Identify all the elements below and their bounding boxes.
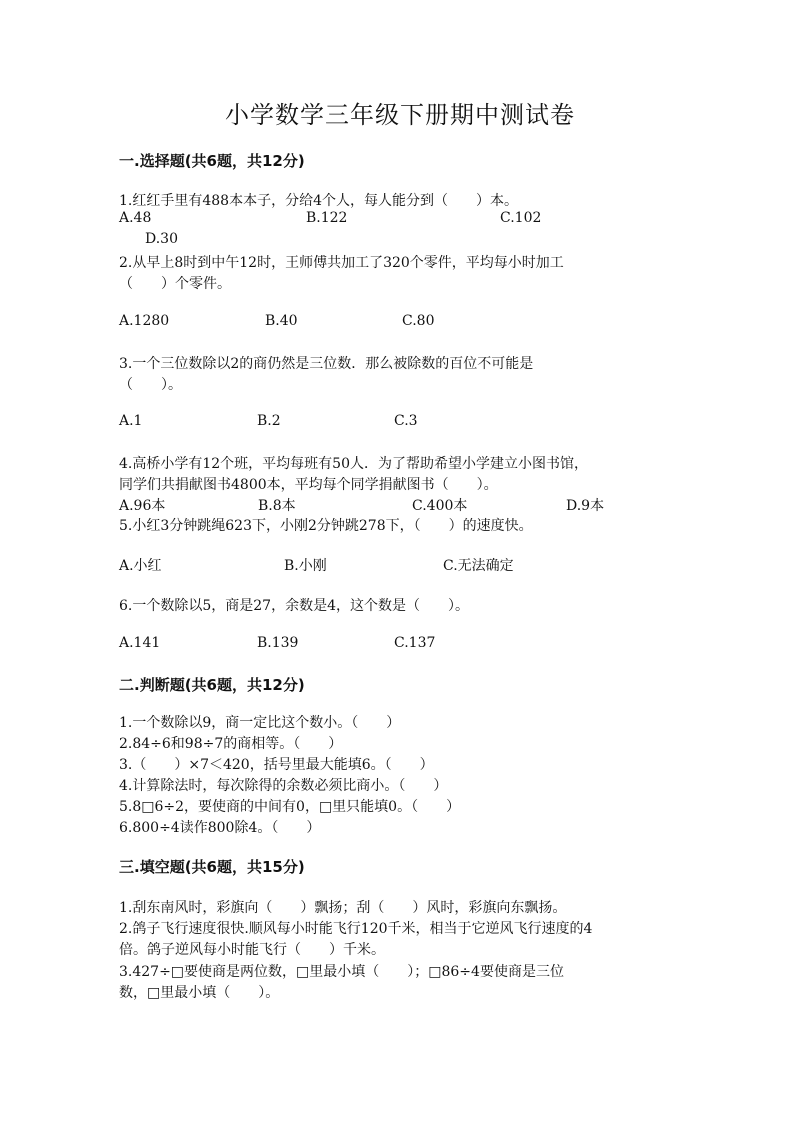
q4-option-c: C.400本: [412, 498, 468, 514]
q3-option-a: A.1: [119, 413, 143, 429]
q3-stem-line2: （ ）。: [119, 377, 182, 393]
section-heading-judgement: 二.判断题(共6题，共12分): [119, 676, 305, 694]
q4-stem-line1: 4.高桥小学有12个班，平均每班有50人．为了帮助希望小学建立小图书馆，: [119, 456, 588, 472]
q6-stem: 6.一个数除以5，商是27，余数是4，这个数是（ ）。: [119, 598, 469, 614]
judgement-item: 2.84÷6和98÷7的商相等。（ ）: [119, 736, 343, 752]
judgement-item: 6.800÷4读作800除4。（ ）: [119, 820, 321, 836]
q6-option-c: C.137: [394, 635, 436, 651]
q4-option-b: B.8本: [258, 498, 296, 514]
q6-option-b: B.139: [257, 635, 299, 651]
q2-option-b: B.40: [265, 313, 298, 329]
q3-option-c: C.3: [394, 413, 418, 429]
q1-stem: 1.红红手里有488本本子，分给4个人，每人能分到（ ）本。: [119, 193, 518, 209]
q2-stem-line2: （ ）个零件。: [119, 276, 231, 292]
q2-stem-line1: 2.从早上8时到中午12时，王师傅共加工了320个零件，平均每小时加工: [119, 255, 564, 271]
fill-in-line: 3.427÷□要使商是两位数，□里最小填（ ）；□86÷4要使商是三位: [119, 964, 564, 980]
fill-in-line: 1.刮东南风时，彩旗向（ ）飘扬；刮（ ）风时，彩旗向东飘扬。: [119, 900, 567, 916]
q3-option-b: B.2: [257, 413, 281, 429]
q4-stem-line2: 同学们共捐献图书4800本，平均每个同学捐献图书（ ）。: [119, 477, 498, 493]
q4-option-a: A.96本: [119, 498, 166, 514]
q6-option-a: A.141: [119, 635, 161, 651]
judgement-item: 4.计算除法时，每次除得的余数必须比商小。（ ）: [119, 778, 448, 794]
judgement-item: 3.（ ）×7＜420，括号里最大能填6。（ ）: [119, 757, 434, 773]
q3-stem-line1: 3.一个三位数除以2的商仍然是三位数．那么被除数的百位不可能是: [119, 356, 534, 372]
q1-option-d: D.30: [145, 231, 178, 247]
q1-option-a: A.48: [119, 210, 152, 226]
section-heading-choice: 一.选择题(共6题，共12分): [119, 152, 305, 170]
q5-option-a: A.小红: [119, 558, 162, 574]
judgement-item: 1.一个数除以9，商一定比这个数小。（ ）: [119, 715, 401, 731]
q5-stem: 5.小红3分钟跳绳623下，小刚2分钟跳278下，（ ）的速度快。: [119, 518, 533, 534]
fill-in-line: 数，□里最小填（ ）。: [119, 985, 280, 1001]
fill-in-line: 倍。鸽子逆风每小时能飞行（ ）千米。: [119, 942, 385, 958]
q4-option-d: D.9本: [566, 498, 605, 514]
q1-option-b: B.122: [306, 210, 348, 226]
section-heading-fill-in: 三.填空题(共6题，共15分): [119, 858, 305, 876]
q1-option-c: C.102: [500, 210, 542, 226]
q5-option-b: B.小刚: [284, 558, 327, 574]
q2-option-c: C.80: [402, 313, 435, 329]
page-title: 小学数学三年级下册期中测试卷: [225, 101, 575, 129]
judgement-item: 5.8□6÷2，要使商的中间有0，□里只能填0。（ ）: [119, 799, 461, 815]
fill-in-line: 2.鸽子飞行速度很快.顺风每小时能飞行120千米，相当于它逆风飞行速度的4: [119, 921, 593, 937]
q2-option-a: A.1280: [119, 313, 170, 329]
q5-option-c: C.无法确定: [443, 558, 514, 574]
